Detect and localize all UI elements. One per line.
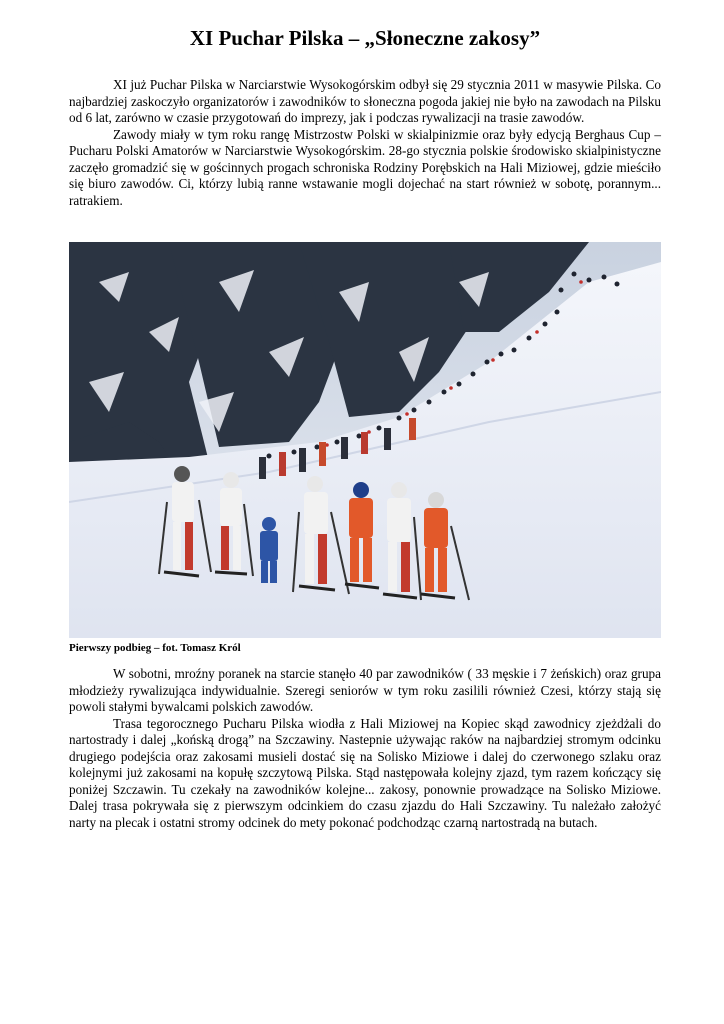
body-paragraph-1: W sobotni, mroźny poranek na starcie stanęło 40 par zawodników ( 33 męskie i 7 żeńskich) oraz grupa młodzieży rywalizująca indywidualnie. Szeregi seniorów w tym roku zasilili również Czesi, którzy stają się powoli stałymi bywalcami polskich zawodów. (69, 666, 661, 714)
intro-paragraph-1: XI już Puchar Pilska w Narciarstwie Wysokogórskim odbył się 29 stycznia 2011 w masywie Pilska. Co najbardziej zaskoczyło organizatorów i zawodników to słoneczna pogoda jakiej nie było na zawodach na Pilsku od 6 lat, zarówno w czasie przygotowań do imprezy, jak i podczas rywalizacji na trasie zawodów. (69, 77, 661, 125)
body-paragraph-2: Trasa tegorocznego Pucharu Pilska wiodła z Hali Miziowej na Kopiec skąd zawodnicy zjeżdżali do nartostrady i dalej „końską drogą” na Szczawiny. Nastepnie używając raków na najbardziej stromym odcinku drugiego podejścia oraz zakosami musieli dostać się na Solisko Miziowe i dalej do czerwonego szlaku oraz kolejnymi już zakosami na kopułę szczytową Pilska. Stąd następowała kolejny zjazd, tym razem kończący się poniżej Szczawin. Tu czekały na zawodników kolejne... zakosy, ponownie prowadzące na Solisko Miziowe. Dalej trasa pokrywała się z pierwszym odcinkiem do czasu zjazdu do Hali Szczawiny. Tu należało założyć narty na plecak i ostatni stromy odcinek do mety pokonać podchodząc czarną nartostradą na butach. (69, 715, 661, 830)
page-title: XI Puchar Pilska – „Słoneczne zakosy” (189, 26, 541, 50)
race-photo (69, 242, 661, 638)
intro-paragraph-2: Zawody miały w tym roku rangę Mistrzostw Polski w skialpinizmie oraz były edycją Berghaus Cup – Pucharu Polski Amatorów w Narciarstwie Wysokogórskim. 28-go stycznia polskie środowisko skialpinistyczne zaczęło gromadzić się w gościnnych progach schroniska Rodziny Porębskich na Hali Miziowej, gdzie mieściło się biuro zawodów. Ci, którzy lubią ranne wstawanie mogli dojechać na start również w sobotę, porannym... ratrakiem. (69, 126, 661, 208)
photo-caption: Pierwszy podbieg – fot. Tomasz Król (69, 642, 241, 654)
intro-section (69, 77, 661, 209)
body-section (69, 666, 661, 831)
